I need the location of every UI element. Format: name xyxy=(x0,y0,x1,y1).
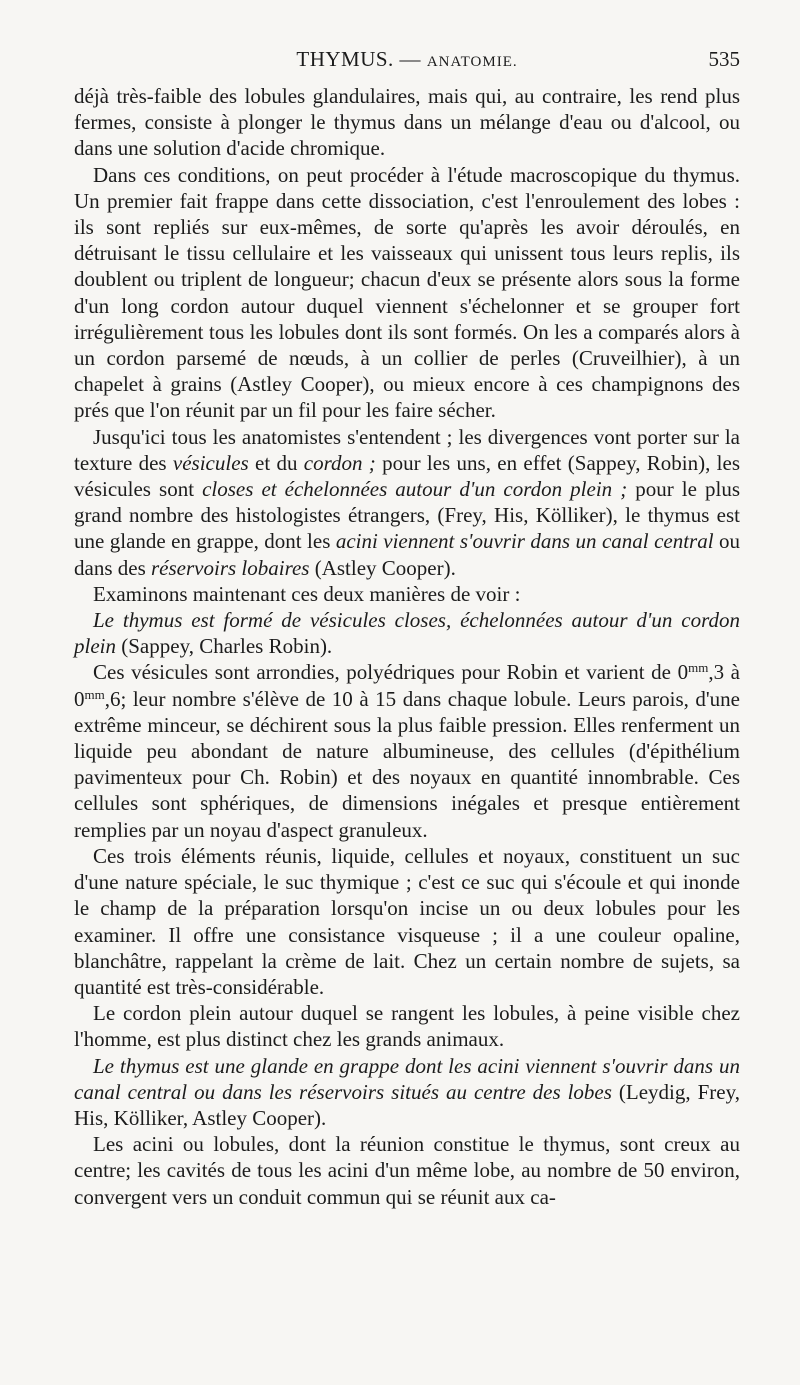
text-span: (Leydig, Frey, His, Kölliker, Astley Cooper). xyxy=(74,1079,740,1130)
text-span: Les acini ou lobules, dont la réunion constitue le thymus, sont creux au centre; les cavités de tous les acini d'un même lobe, au nombre de 50 environ, convergent vers un conduit commun qui se réunit aux ca- xyxy=(74,1132,740,1209)
paragraph xyxy=(74,1053,740,1132)
unit-superscript: mm xyxy=(688,660,709,676)
paragraph xyxy=(74,1000,740,1052)
text-span: pour les uns, en effet (Sappey, Robin), les vésicules sont xyxy=(74,450,740,502)
italic-span: cordon ; xyxy=(303,450,376,475)
text-span: (Astley Cooper). xyxy=(309,555,456,580)
italic-span: closes et échelonnées autour d'un cordon plein ; xyxy=(202,477,628,502)
text-span: ,6; leur nombre s'élève de 10 à 15 dans chaque lobule. Leurs parois, d'une extrême minceur, se déchirent sous la plus faible pression. Elles renferment un liquide peu abondant de nature albumineuse, des cellules (d'épithélium pavimenteux pour Ch. Robin) et des noyaux en quantité innombrable. Ces cellules sont sphériques, de dimensions inégales et presque entièrement remplies par un noyau d'aspect granuleux. xyxy=(74,686,740,842)
running-title xyxy=(74,44,740,77)
paragraph xyxy=(74,659,740,842)
body-text xyxy=(74,83,740,1210)
text-span: Ces trois éléments réunis, liquide, cellules et noyaux, constituent un suc d'une nature spéciale, le suc thymique ; c'est ce suc qui s'écoule et qui inonde le champ de la préparation lorsqu'on incise un ou deux lobules pour les examiner. Il offre une consistance visqueuse ; il a une couleur opaline, blanchâtre, rappelant la crème de lait. Chez un certain nombre de sujets, sa quantité est très-considérable. xyxy=(74,843,740,999)
paragraph xyxy=(74,83,740,162)
running-head xyxy=(74,44,740,74)
text-span: déjà très-faible des lobules glandulaires, mais qui, au contraire, les rend plus fermes, consiste à plonger le thymus dans un mélange d'eau ou d'alcool, ou dans une solution d'acide chromique. xyxy=(74,84,740,161)
text-span: (Sappey, Charles Robin). xyxy=(116,634,333,659)
italic-span: Le thymus est une glande en grappe dont les acini viennent s'ouvrir dans un canal central ou dans les réservoirs situés au centre des lobes xyxy=(74,1053,740,1104)
paragraph xyxy=(74,607,740,659)
running-title-section: ANATOMIE. xyxy=(426,54,518,70)
text-span: Dans ces conditions, on peut procéder à l'étude macroscopique du thymus. Un premier fait frappe dans cette dissociation, c'est l'enroulement des lobes : ils sont repliés sur eux-mêmes, de sorte qu'après les avoir déroulés, en détruisant le tissu cellulaire et les vaisseaux qui unissent tous leurs replis, ils doublent ou triplent de longueur; chacun d'eux se présente alors sous la forme d'un long cordon autour duquel viennent s'échelonner et se grouper fort irrégulièrement tous les lobules dont ils sont formés. On les a comparés alors à un cordon parsemé de nœuds, à un collier de perles (Cruveilhier), à un chapelet à grains (Astley Cooper), ou mieux encore à ces champignons des prés que l'on réunit par un fil pour les faire sécher. xyxy=(74,162,740,423)
text-span: Ces vésicules sont arrondies, polyédriques pour Robin et varient de 0 xyxy=(93,660,689,685)
text-span: Jusqu'ici tous les anatomistes s'entendent ; les divergences vont porter sur la texture des xyxy=(74,424,740,475)
text-span: Le cordon plein autour duquel se rangent les lobules, à peine visible chez l'homme, est plus distinct chez les grands animaux. xyxy=(74,1001,740,1052)
unit-superscript: mm xyxy=(84,686,105,702)
running-title-main: THYMUS. — xyxy=(296,47,422,71)
text-span: ou dans des xyxy=(74,529,741,580)
text-span: et du xyxy=(248,450,304,475)
paragraph xyxy=(74,843,740,1000)
italic-span: réservoirs lobaires xyxy=(151,555,310,580)
paragraph xyxy=(74,581,740,607)
page-number: 535 xyxy=(708,47,740,71)
text-span: Examinons maintenant ces deux manières de voir : xyxy=(93,581,521,606)
paragraph xyxy=(74,424,740,581)
italic-span: acini viennent s'ouvrir dans un canal central xyxy=(335,529,714,554)
italic-span: Le thymus est formé de vésicules closes, échelonnées autour d'un cordon plein xyxy=(74,608,740,659)
text-span: ,3 à 0 xyxy=(74,660,740,711)
paragraph xyxy=(74,1131,740,1210)
paragraph xyxy=(74,162,740,424)
italic-span: vésicules xyxy=(172,450,249,475)
text-span: pour le plus grand nombre des histologistes étrangers, (Frey, His, Kölliker), le thymus est une glande en grappe, dont les xyxy=(74,477,740,554)
